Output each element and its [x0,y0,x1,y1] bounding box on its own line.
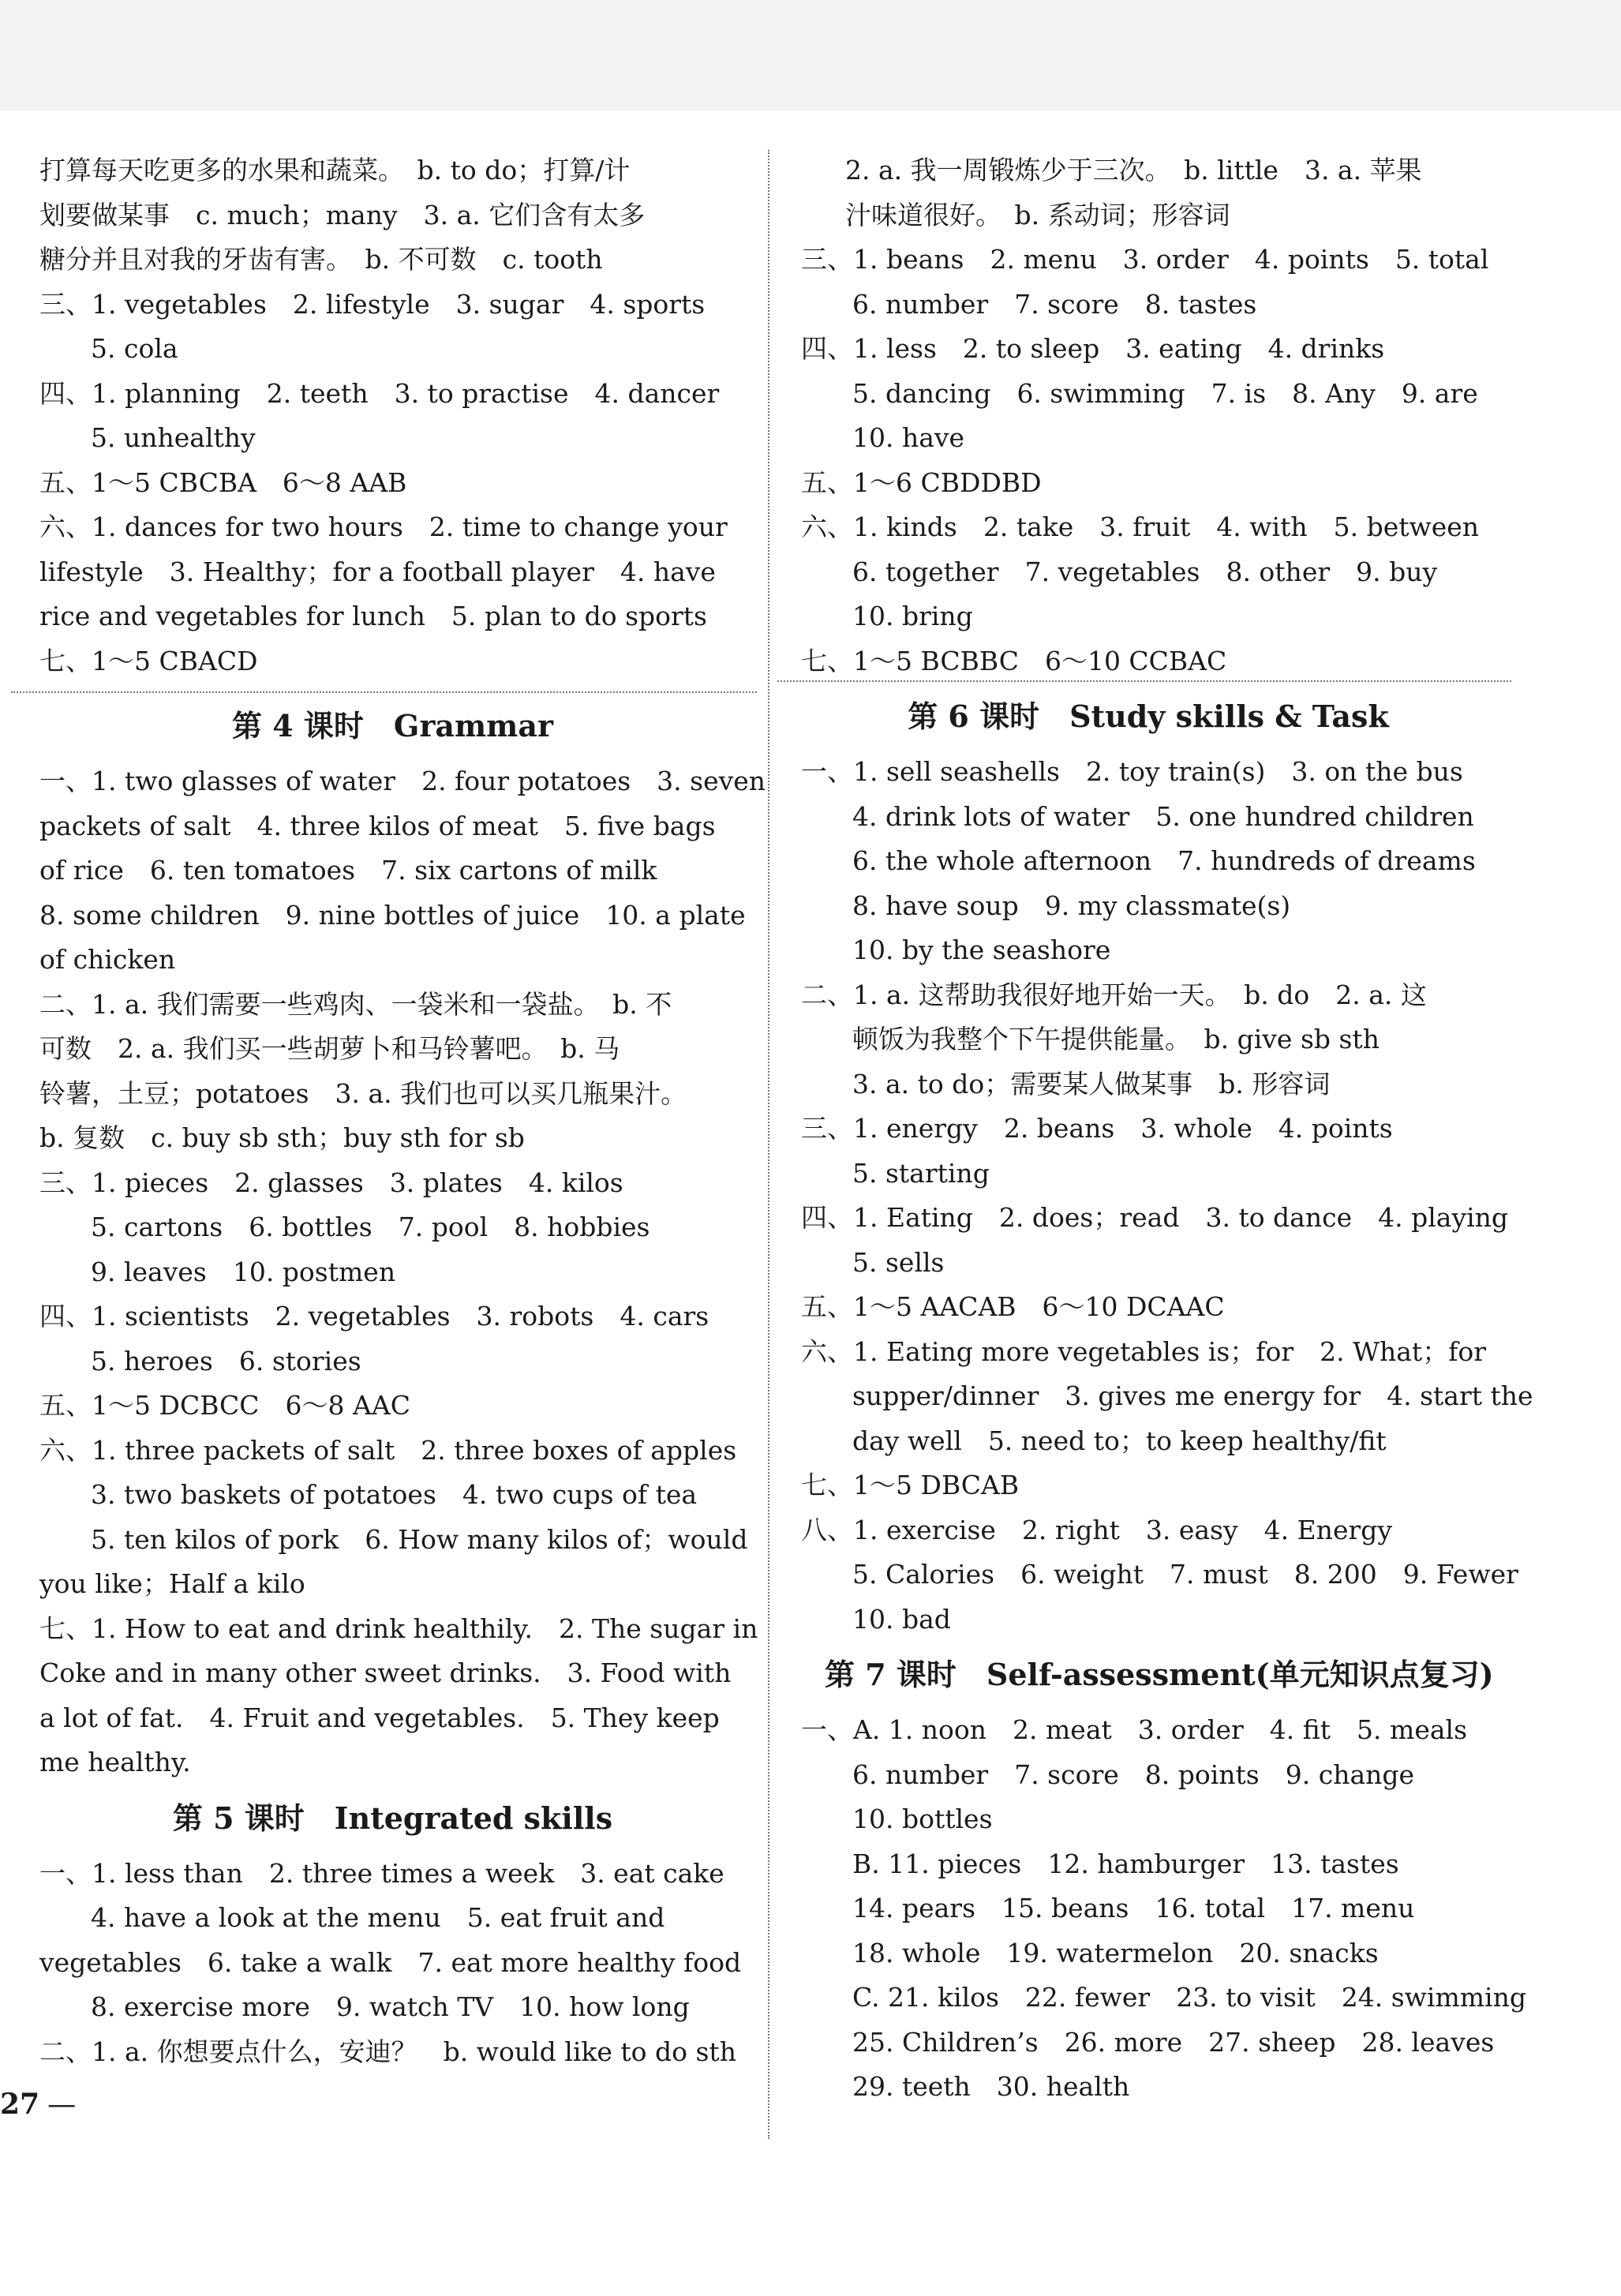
left-column [39,148,766,2074]
right-top-answers [801,148,1496,684]
answer-line: vegetables 6. take a walk 7. eat more healthy food [39,1946,742,1978]
answer-line: 四、1. scientists 2. vegetables 3. robots 4. cars [39,1301,709,1332]
answer-line: 三、1. pieces 2. glasses 3. plates 4. kilos [39,1167,623,1198]
answer-line: 一、1. two glasses of water 2. four potatoes 3. seven [39,766,766,796]
answer-line: 10. by the seashore [852,935,1111,965]
lesson-7-answers [801,1708,1526,2110]
lesson-4-heading: 第 4 课时 Grammar [231,708,554,743]
answer-line: 二、1. a. 这帮助我很好地开始一天。 b. do 2. a. 这 [801,979,1427,1010]
left-top-answers [39,148,746,684]
answer-line: 一、1. less than 2. three times a week 3. eat cake [39,1857,724,1889]
answer-line: 6. the whole afternoon 7. hundreds of dreams [852,845,1476,876]
answer-line: a lot of fat. 4. Fruit and vegetables. 5. They keep [39,1702,720,1733]
answer-line: 5. Calories 6. weight 7. must 8. 200 9. Fewer [852,1559,1518,1590]
answer-line: 四、1. less 2. to sleep 3. eating 4. drinks [801,333,1385,364]
answer-line: 三、1. energy 2. beans 3. whole 4. points [801,1113,1393,1144]
answer-line: 10. bad [852,1603,951,1635]
answer-line: 五、1～5 DCBCC 6～8 AAC [39,1390,410,1421]
answer-line: 10. bring [852,601,973,631]
page-number: 27 [0,2088,40,2121]
answer-line: 三、1. vegetables 2. lifestyle 3. sugar 4. sports [39,288,706,320]
answer-line: 五、1～5 CBCBA 6～8 AAB [39,466,407,498]
answer-line: 6. number 7. score 8. points 9. change [852,1759,1415,1790]
answer-line: 5. sells [852,1246,945,1278]
answer-line: you like；Half a kilo [39,1568,305,1599]
answer-line: lifestyle 3. Healthy；for a football player 4. have [39,556,716,587]
answer-line: 25. Children’s 26. more 27. sheep 28. leaves [852,2026,1495,2058]
answer-line: 5. dancing 6. swimming 7. is 8. Any 9. are [852,377,1478,409]
answer-line: 5. heroes 6. stories [91,1345,361,1376]
answer-line: 二、1. a. 我们需要一些鸡肉、一袋米和一袋盐。 b. 不 [39,988,672,1020]
lesson-7-heading: 第 7 课时 Self-assessment(单元知识点复习) [825,1657,1494,1692]
answer-line: 2. a. 我一周锻炼少于三次。 b. little 3. a. 苹果 [845,155,1422,185]
answer-line: 5. ten kilos of pork 6. How many kilos of；would [91,1523,748,1555]
answer-line: packets of salt 4. three kilos of meat 5. five bags [39,810,716,841]
answer-line: B. 11. pieces 12. hamburger 13. tastes [852,1848,1399,1879]
lesson-5-heading: 第 5 课时 Integrated skills [172,1800,613,1836]
lesson-6-answers [801,750,1533,1642]
answer-line: 5. cartons 6. bottles 7. pool 8. hobbies [91,1212,650,1242]
answer-line: 打算每天吃更多的水果和蔬菜。 b. to do；打算/计 [39,155,631,185]
answer-line: 二、1. a. 你想要点什么，安迪？ b. would like to do sth [39,2036,736,2067]
answer-line: 五、1～6 CBDDBD [801,466,1042,498]
answer-line: 六、1. Eating more vegetables is；for 2. What；for [801,1335,1487,1367]
answer-line: 14. pears 15. beans 16. total 17. menu [852,1893,1415,1923]
answer-line: supper/dinner 3. gives me energy for 4. start the [852,1380,1533,1411]
answer-line: 顿饭为我整个下午提供能量。 b. give sb sth [852,1024,1380,1054]
lesson-6-heading: 第 6 课时 Study skills & Task [908,699,1389,734]
answer-line: 四、1. planning 2. teeth 3. to practise 4. dancer [39,377,720,409]
answer-line: 糖分并且对我的牙齿有害。 b. 不可数 c. tooth [39,244,603,275]
answer-line: day well 5. need to；to keep healthy/fit [852,1425,1387,1456]
answer-line: 4. have a look at the menu 5. eat fruit and [91,1902,665,1933]
answer-line: 5. cola [91,333,178,364]
lesson-4-answers [39,759,766,1785]
answer-line: of rice 6. ten tomatoes 7. six cartons of milk [39,855,657,886]
answer-line: 七、1～5 CBACD [39,645,258,676]
answer-line: 9. leaves 10. postmen [91,1256,396,1287]
answer-line: 汁味道很好。 b. 系动词；形容词 [845,199,1230,230]
lesson-5-answers [39,1852,746,2075]
answer-line: Coke and in many other sweet drinks. 3. Food with [39,1657,732,1688]
answer-line: 5. unhealthy [91,422,256,453]
answer-line: b. 复数 c. buy sb sth；buy sth for sb [39,1122,525,1153]
answer-line: 4. drink lots of water 5. one hundred children [852,800,1474,832]
answer-line: 29. teeth 30. health [852,2071,1130,2102]
answer-line: C. 21. kilos 22. fewer 23. to visit 24. swimming [852,1982,1526,2013]
answer-line: 划要做某事 c. much；many 3. a. 它们含有太多 [39,199,646,230]
page-footer [0,2088,76,2121]
answer-line: 6. number 7. score 8. tastes [852,288,1257,320]
answer-line: 三、1. beans 2. menu 3. order 4. points 5. total [801,244,1489,275]
answer-line: 3. two baskets of potatoes 4. two cups of tea [91,1479,698,1510]
answer-line: 五、1～5 AACAB 6～10 DCAAC [801,1291,1225,1322]
answer-line: 6. together 7. vegetables 8. other 9. buy [852,556,1438,587]
answer-line: 六、1. kinds 2. take 3. fruit 4. with 5. between [801,511,1480,542]
right-column [801,148,1533,2110]
answer-line: of chicken [39,944,176,975]
answer-line: 8. exercise more 9. watch TV 10. how long [91,1991,690,2022]
answer-line: 18. whole 19. watermelon 20. snacks [852,1937,1379,1968]
page-top-band [0,0,1621,110]
answer-line: 10. bottles [852,1803,993,1834]
footer-dash: — [47,2088,77,2121]
answer-line: 七、1～5 BCBBC 6～10 CCBAC [801,645,1227,676]
answer-line: 5. starting [852,1157,990,1189]
answer-line: 六、1. dances for two hours 2. time to change your [39,511,728,542]
answer-line: 一、1. sell seashells 2. toy train(s) 3. on the bus [801,756,1463,787]
answer-line: 铃薯，土豆；potatoes 3. a. 我们也可以买几瓶果汁。 [39,1077,687,1109]
column-divider [768,150,769,2139]
answer-line: me healthy. [39,1747,191,1777]
answer-line: 可数 2. a. 我们买一些胡萝卜和马铃薯吧。 b. 马 [39,1033,620,1064]
answer-line: 八、1. exercise 2. right 3. easy 4. Energy [801,1514,1393,1545]
answer-line: 六、1. three packets of salt 2. three boxes of apples [39,1434,737,1466]
answer-line: 一、A. 1. noon 2. meat 3. order 4. fit 5. meals [801,1714,1468,1745]
answer-line: 七、1～5 DBCAB [801,1470,1020,1500]
answer-line: 四、1. Eating 2. does；read 3. to dance 4. playing [801,1202,1509,1233]
answer-line: 七、1. How to eat and drink healthily. 2. The sugar in [39,1612,758,1644]
answer-line: 3. a. to do；需要某人做某事 b. 形容词 [852,1068,1331,1099]
answer-line: 10. have [852,422,965,453]
answer-line: 8. some children 9. nine bottles of juice 10. a plate [39,899,746,931]
answer-line: 8. have soup 9. my classmate(s) [852,890,1291,921]
answer-line: rice and vegetables for lunch 5. plan to do sports [39,601,707,631]
